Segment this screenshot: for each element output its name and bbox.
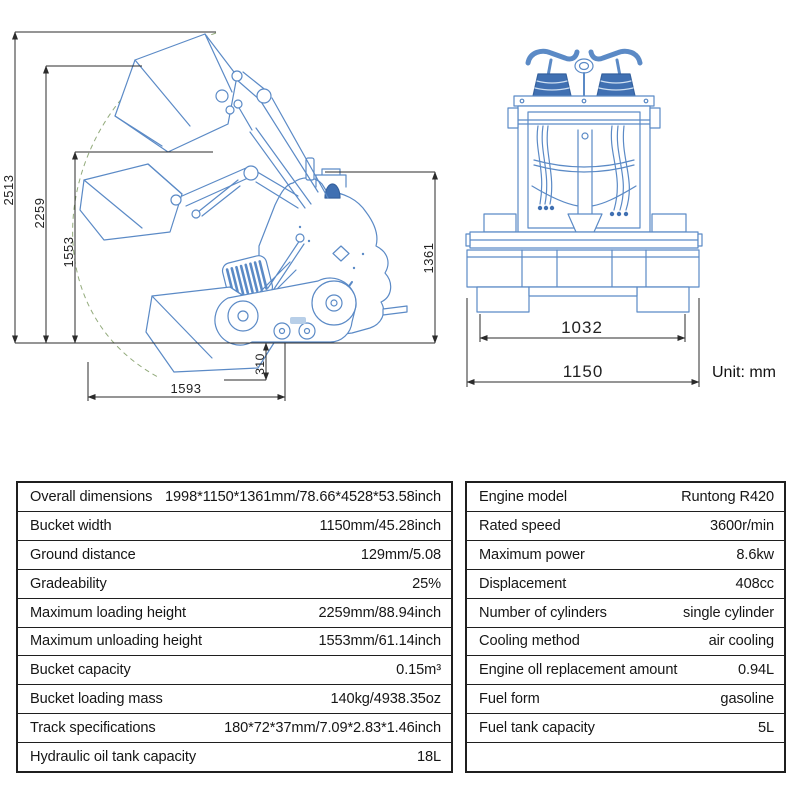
- spec-row: [467, 599, 784, 628]
- spec-label: Number of cylinders: [479, 604, 607, 621]
- spec-row: [18, 714, 451, 743]
- spec-value: gasoline: [720, 691, 774, 708]
- spec-value: 1150mm/45.28inch: [319, 517, 441, 534]
- spec-row: [18, 599, 451, 628]
- side-view-drawing: [80, 34, 407, 372]
- spec-value: 140kg/4938.35oz: [330, 691, 441, 708]
- spec-row: [467, 512, 784, 541]
- spec-value: 0.15m³: [396, 662, 441, 679]
- spec-row: [18, 483, 451, 512]
- dim-label-1032: 1032: [561, 318, 603, 337]
- spec-row: [18, 570, 451, 599]
- dim-label-1553: 1553: [61, 236, 76, 268]
- spec-value: 8.6kw: [736, 546, 774, 563]
- spec-label: Track specifications: [30, 720, 156, 737]
- spec-label: Maximum loading height: [30, 604, 186, 621]
- spec-label: Engine oll replacement amount: [479, 662, 678, 679]
- joystick-left: [528, 51, 577, 63]
- spec-row: [18, 541, 451, 570]
- joystick-right: [591, 51, 640, 63]
- spec-value: 180*72*37mm/7.09*2.83*1.46inch: [224, 720, 441, 737]
- bucket-front: [467, 250, 699, 287]
- spec-value: 129mm/5.08: [360, 546, 441, 563]
- spec-row: [467, 628, 784, 657]
- fender-left: [484, 214, 516, 232]
- spec-value: single cylinder: [683, 604, 774, 621]
- spec-label: Ground distance: [30, 546, 136, 563]
- spec-label: Gradeability: [30, 575, 107, 592]
- dim-label-310: 310: [253, 353, 267, 375]
- unit-label: Unit: mm: [712, 364, 776, 381]
- spec-label: Displacement: [479, 575, 567, 592]
- spec-row: [18, 743, 451, 771]
- spec-value: Runtong R420: [681, 488, 774, 505]
- spec-value: 1998*1150*1361mm/78.66*4528*53.58inch: [165, 488, 441, 505]
- fender-right: [652, 214, 686, 232]
- front-view-drawing: [466, 51, 702, 312]
- spec-value: 1553mm/61.14inch: [318, 633, 441, 650]
- spec-value: 408cc: [735, 575, 774, 592]
- bucket-side-cutter-left: [477, 287, 529, 312]
- spec-row: [18, 628, 451, 657]
- spec-value: 18L: [416, 749, 441, 766]
- spec-label: Maximum power: [479, 546, 585, 563]
- spec-label: Bucket capacity: [30, 662, 131, 679]
- spec-label: Hydraulic oil tank capacity: [30, 749, 197, 766]
- spec-row: [467, 570, 784, 599]
- spec-label: Overall dimensions: [30, 488, 153, 505]
- spec-value: 0.94L: [737, 662, 774, 679]
- spec-value: air cooling: [708, 633, 774, 650]
- joystick-boot-left: [533, 74, 571, 96]
- spec-row: [467, 656, 784, 685]
- steering-ring: [575, 59, 593, 73]
- dim-label-2259: 2259: [32, 197, 47, 229]
- spec-row: [467, 483, 784, 512]
- dim-label-1593: 1593: [170, 381, 202, 396]
- spec-value: 5L: [757, 720, 774, 737]
- spec-row: [467, 685, 784, 714]
- bucket-side-cutter-right: [637, 287, 689, 312]
- spec-label: Fuel form: [479, 691, 540, 708]
- dim-label-2513: 2513: [1, 174, 16, 206]
- top-plate: [514, 96, 654, 106]
- bucket-mid: [80, 164, 182, 240]
- spec-value: 25%: [412, 575, 441, 592]
- spec-label: Bucket loading mass: [30, 691, 163, 708]
- spec-row: [467, 541, 784, 570]
- spec-label: Engine model: [479, 488, 568, 505]
- spec-table-dimensions: [16, 481, 453, 773]
- spec-table-engine: [465, 481, 786, 773]
- spec-value: 2259mm/88.94inch: [318, 604, 441, 621]
- spec-label: Rated speed: [479, 517, 561, 534]
- tower-frame: [518, 106, 650, 232]
- rear-fin: [383, 306, 407, 315]
- spec-row: [467, 743, 784, 771]
- spec-value: 3600r/min: [710, 517, 774, 534]
- dim-label-1150: 1150: [562, 362, 604, 381]
- spec-label: Fuel tank capacity: [479, 720, 595, 737]
- spec-row: [18, 512, 451, 541]
- joystick-boot-right: [597, 74, 635, 96]
- spec-label: Cooling method: [479, 633, 580, 650]
- spec-row: [18, 685, 451, 714]
- spec-label: Bucket width: [30, 517, 112, 534]
- spec-row: [18, 656, 451, 685]
- spec-row: [467, 714, 784, 743]
- spec-label: Maximum unloading height: [30, 633, 203, 650]
- dim-label-1361: 1361: [421, 242, 436, 274]
